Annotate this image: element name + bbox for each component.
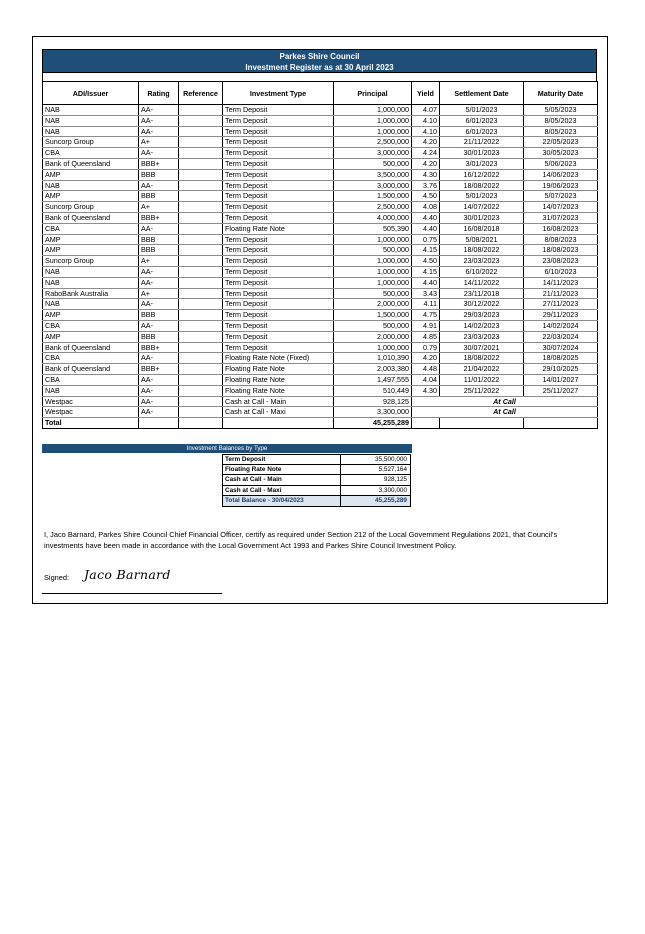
cell-settlement: 14/11/2022 (440, 277, 524, 288)
cell-rating: AA- (139, 299, 179, 310)
cell-principal: 500,000 (334, 288, 412, 299)
cell-principal: 928,125 (334, 396, 412, 407)
cell-rating: AA- (139, 223, 179, 234)
table-row (43, 158, 598, 169)
cell-maturity: 14/11/2023 (524, 277, 598, 288)
cell-principal: 3,000,000 (334, 180, 412, 191)
table-row (43, 331, 598, 342)
cell-maturity: 5/05/2023 (524, 105, 598, 116)
cell-settlement: 16/12/2022 (440, 169, 524, 180)
table-row (43, 353, 598, 364)
cell-issuer: Bank of Queensland (43, 342, 139, 353)
cell-rating: BBB+ (139, 158, 179, 169)
cell-type: Term Deposit (223, 202, 334, 213)
cell-type: Term Deposit (223, 169, 334, 180)
cell-issuer: CBA (43, 374, 139, 385)
table-row (43, 299, 598, 310)
cell-yield: 4.10 (412, 126, 440, 137)
table-row (43, 385, 598, 396)
table-row (43, 169, 598, 180)
cell-maturity: 22/05/2023 (524, 137, 598, 148)
cell-maturity: 30/05/2023 (524, 148, 598, 159)
cell-settlement: 6/01/2023 (440, 126, 524, 137)
cell-yield: 4.50 (412, 256, 440, 267)
cell-reference (179, 212, 223, 223)
cell-rating: AA- (139, 353, 179, 364)
cell-yield: 4.20 (412, 137, 440, 148)
cell-rating: A+ (139, 256, 179, 267)
cell-reference (179, 126, 223, 137)
cell-yield: 3.76 (412, 180, 440, 191)
cell-yield: 4.40 (412, 223, 440, 234)
balance-total-value: 45,255,289 (375, 497, 407, 504)
cell-issuer: NAB (43, 180, 139, 191)
cell-maturity: 25/11/2027 (524, 385, 598, 396)
cell-yield: 4.20 (412, 158, 440, 169)
cell-principal: 1,000,000 (334, 277, 412, 288)
cell-principal: 1,500,000 (334, 310, 412, 321)
cell-yield: 4.50 (412, 191, 440, 202)
cell-reference (179, 353, 223, 364)
cell-reference (179, 266, 223, 277)
cell-settlement: 18/08/2022 (440, 245, 524, 256)
cell-reference (179, 158, 223, 169)
cell-rating: AA- (139, 320, 179, 331)
cell-rating: BBB (139, 331, 179, 342)
cell-maturity: 14/06/2023 (524, 169, 598, 180)
cell-reference (179, 115, 223, 126)
balance-row (222, 475, 411, 486)
cell-reference (179, 407, 223, 418)
cell-issuer: AMP (43, 234, 139, 245)
cell-reference (179, 310, 223, 321)
cell-rating: AA- (139, 374, 179, 385)
cell-yield: 4.04 (412, 374, 440, 385)
table-row (43, 234, 598, 245)
cell-type: Term Deposit (223, 234, 334, 245)
cell-principal: 1,000,000 (334, 342, 412, 353)
table-row (43, 126, 598, 137)
balance-total-row (222, 496, 411, 507)
cell-type: Term Deposit (223, 115, 334, 126)
col-header-principal: Principal (334, 82, 412, 105)
cell-maturity: 5/07/2023 (524, 191, 598, 202)
cell-principal: 1,500,000 (334, 191, 412, 202)
total-row (43, 418, 598, 429)
cell-principal: 1,000,000 (334, 105, 412, 116)
cell-rating: AA- (139, 396, 179, 407)
cell-maturity: 23/08/2023 (524, 256, 598, 267)
cell-settlement: 18/08/2022 (440, 353, 524, 364)
cell-maturity: 21/11/2023 (524, 288, 598, 299)
cell-type: Term Deposit (223, 126, 334, 137)
cell-rating: AA- (139, 126, 179, 137)
cell-principal: 3,300,000 (334, 407, 412, 418)
cell-yield: 4.30 (412, 385, 440, 396)
cell-issuer: Bank of Queensland (43, 364, 139, 375)
cell-issuer: Bank of Queensland (43, 158, 139, 169)
cell-rating: BBB (139, 245, 179, 256)
col-header-reference: Reference (179, 82, 223, 105)
balance-value: 3,300,000 (378, 486, 407, 494)
cell-issuer: Bank of Queensland (43, 212, 139, 223)
spacer-row (42, 73, 597, 81)
cell-reference (179, 223, 223, 234)
cell-settlement: 29/03/2023 (440, 310, 524, 321)
cell-issuer: CBA (43, 320, 139, 331)
cell-yield: 0.75 (412, 234, 440, 245)
cell-reference (179, 234, 223, 245)
cell-settlement: 21/04/2022 (440, 364, 524, 375)
table-row (43, 342, 598, 353)
cell-principal: 500,000 (334, 158, 412, 169)
table-row (43, 277, 598, 288)
cell-reference (179, 331, 223, 342)
balance-row (222, 486, 411, 497)
cell-rating: AA- (139, 148, 179, 159)
cell-settlement: 30/07/2021 (440, 342, 524, 353)
cell-type: Term Deposit (223, 320, 334, 331)
table-row (43, 374, 598, 385)
cell-yield: 4.24 (412, 148, 440, 159)
cell-settlement: 6/01/2023 (440, 115, 524, 126)
cell-reference (179, 364, 223, 375)
cell-rating: AA- (139, 407, 179, 418)
cell-reference (179, 374, 223, 385)
cell-principal: 1,000,000 (334, 266, 412, 277)
table-row (43, 105, 598, 116)
cell-type: Floating Rate Note (223, 374, 334, 385)
cell-type: Term Deposit (223, 256, 334, 267)
cell-yield: 4.07 (412, 105, 440, 116)
cell-settlement: 16/08/2018 (440, 223, 524, 234)
cell-issuer: Suncorp Group (43, 256, 139, 267)
cell-maturity: 29/10/2025 (524, 364, 598, 375)
cell-type: Term Deposit (223, 245, 334, 256)
cell-principal: 4,000,000 (334, 212, 412, 223)
table-row (43, 223, 598, 234)
balances-title: Investment Balances by Type (42, 444, 412, 453)
cell-type: Term Deposit (223, 148, 334, 159)
cell-principal: 1,000,000 (334, 234, 412, 245)
cell-settlement: 30/01/2023 (440, 212, 524, 223)
cell-reference (179, 288, 223, 299)
signature-line (42, 593, 222, 594)
cell-yield: 4.15 (412, 245, 440, 256)
cell-settlement: 23/11/2018 (440, 288, 524, 299)
cell-type: Cash at Call - Main (223, 396, 334, 407)
cell-yield: 4.15 (412, 266, 440, 277)
certification-statement: I, Jaco Barnard, Parkes Shire Council Chief Financial Officer, certify as required under Section 212 of the Local Government Regulations 2021, that Council's investments have been made in accordance with the Local Government Act 1993 and Parkes Shire Council Investment Policy. (44, 530, 558, 550)
cell-maturity: 14/02/2024 (524, 320, 598, 331)
table-row (43, 212, 598, 223)
table-row (43, 320, 598, 331)
cell-type: Cash at Call - Maxi (223, 407, 334, 418)
col-header-maturity: Maturity Date (524, 82, 598, 105)
cell-maturity: 18/08/2023 (524, 245, 598, 256)
cell-settlement: 30/01/2023 (440, 148, 524, 159)
cell-at-call: At Call (412, 396, 598, 407)
cell-settlement: 3/01/2023 (440, 158, 524, 169)
cell-reference (179, 191, 223, 202)
cell-principal: 2,000,000 (334, 331, 412, 342)
cell-reference (179, 105, 223, 116)
cell-principal: 500,000 (334, 320, 412, 331)
cell-reference (179, 256, 223, 267)
cell-principal: 1,000,000 (334, 115, 412, 126)
table-row (43, 191, 598, 202)
cell-reference (179, 277, 223, 288)
cell-principal: 3,500,000 (334, 169, 412, 180)
investment-register-table (42, 81, 598, 429)
table-header-row (43, 82, 598, 105)
cell-issuer: NAB (43, 105, 139, 116)
cell-yield: 4.91 (412, 320, 440, 331)
cell-principal: 2,003,380 (334, 364, 412, 375)
cell-maturity: 19/06/2023 (524, 180, 598, 191)
cell-reference (179, 169, 223, 180)
cell-rating: BBB (139, 191, 179, 202)
balance-label: Cash at Call - Maxi (223, 486, 341, 496)
cell-issuer: Suncorp Group (43, 137, 139, 148)
cell-type: Term Deposit (223, 266, 334, 277)
cell-yield: 0.79 (412, 342, 440, 353)
cell-principal: 500,000 (334, 245, 412, 256)
cell-rating: AA- (139, 277, 179, 288)
cell-yield: 4.85 (412, 331, 440, 342)
cell-issuer: NAB (43, 277, 139, 288)
balance-label: Floating Rate Note (223, 465, 341, 475)
cell-type: Term Deposit (223, 105, 334, 116)
cell-type: Term Deposit (223, 212, 334, 223)
cell-rating: AA- (139, 105, 179, 116)
cell-maturity: 27/11/2023 (524, 299, 598, 310)
cell-type: Term Deposit (223, 137, 334, 148)
cell-type: Term Deposit (223, 331, 334, 342)
cell-principal: 1,010,390 (334, 353, 412, 364)
cell-issuer: Westpac (43, 396, 139, 407)
cell-issuer: NAB (43, 385, 139, 396)
cell-yield: 3.43 (412, 288, 440, 299)
cell-principal: 1,497,555 (334, 374, 412, 385)
cell-type: Term Deposit (223, 288, 334, 299)
cell-type: Term Deposit (223, 158, 334, 169)
cell-issuer: NAB (43, 266, 139, 277)
col-header-yield: Yield (412, 82, 440, 105)
cell-maturity: 29/11/2023 (524, 310, 598, 321)
cell-yield: 4.75 (412, 310, 440, 321)
investment-register-sheet (32, 36, 608, 604)
cell-settlement: 23/03/2023 (440, 256, 524, 267)
cell-rating: AA- (139, 266, 179, 277)
cell-principal: 1,000,000 (334, 256, 412, 267)
col-header-type: Investment Type (223, 82, 334, 105)
cell-settlement: 18/08/2022 (440, 180, 524, 191)
cell-maturity: 31/07/2023 (524, 212, 598, 223)
cell-issuer: AMP (43, 245, 139, 256)
cell-settlement: 6/10/2022 (440, 266, 524, 277)
cell-settlement: 25/11/2022 (440, 385, 524, 396)
signature: Jaco Barnard (84, 567, 171, 582)
cell-maturity: 14/07/2023 (524, 202, 598, 213)
cell-reference (179, 137, 223, 148)
cell-rating: BBB+ (139, 364, 179, 375)
cell-yield: 4.10 (412, 115, 440, 126)
cell-reference (179, 342, 223, 353)
cell-maturity: 22/03/2024 (524, 331, 598, 342)
cell-settlement: 11/01/2022 (440, 374, 524, 385)
register-subtitle: Investment Register as at 30 April 2023 (245, 63, 394, 72)
cell-rating: BBB+ (139, 212, 179, 223)
signed-label: Signed: (44, 573, 70, 582)
table-row (43, 256, 598, 267)
cell-principal: 2,000,000 (334, 299, 412, 310)
cell-settlement: 21/11/2022 (440, 137, 524, 148)
cell-issuer: AMP (43, 310, 139, 321)
cell-settlement: 14/07/2022 (440, 202, 524, 213)
table-row (43, 137, 598, 148)
cell-type: Floating Rate Note (223, 223, 334, 234)
cell-rating: A+ (139, 137, 179, 148)
balances-by-type (222, 454, 411, 507)
balance-row (222, 465, 411, 476)
cell-settlement: 5/08/2021 (440, 234, 524, 245)
cell-reference (179, 396, 223, 407)
cell-type: Term Deposit (223, 180, 334, 191)
col-header-issuer: ADI/Issuer (43, 82, 139, 105)
table-row (43, 364, 598, 375)
cell-principal: 3,000,000 (334, 148, 412, 159)
col-header-settlement: Settlement Date (440, 82, 524, 105)
cell-rating: BBB (139, 310, 179, 321)
cell-type: Floating Rate Note (223, 364, 334, 375)
table-row (43, 202, 598, 213)
balance-value: 35,500,000 (375, 456, 407, 463)
cell-yield: 4.20 (412, 353, 440, 364)
council-name: Parkes Shire Council (279, 52, 360, 61)
cell-issuer: CBA (43, 223, 139, 234)
cell-rating: BBB (139, 234, 179, 245)
cell-maturity: 6/10/2023 (524, 266, 598, 277)
cell-maturity: 8/05/2023 (524, 126, 598, 137)
cell-issuer: AMP (43, 191, 139, 202)
cell-issuer: CBA (43, 353, 139, 364)
cell-rating: A+ (139, 202, 179, 213)
cell-type: Term Deposit (223, 342, 334, 353)
table-row (43, 148, 598, 159)
cell-reference (179, 202, 223, 213)
cell-settlement: 5/01/2023 (440, 105, 524, 116)
cell-rating: AA- (139, 115, 179, 126)
cell-reference (179, 385, 223, 396)
table-row (43, 396, 598, 407)
cell-issuer: Westpac (43, 407, 139, 418)
cell-maturity: 18/08/2025 (524, 353, 598, 364)
cell-yield: 4.11 (412, 299, 440, 310)
table-row (43, 266, 598, 277)
total-principal: 45,255,289 (334, 418, 412, 429)
table-row (43, 180, 598, 191)
balance-value: 5,527,164 (378, 465, 407, 473)
cell-principal: 1,000,000 (334, 126, 412, 137)
table-row (43, 245, 598, 256)
cell-maturity: 30/07/2024 (524, 342, 598, 353)
cell-at-call: At Call (412, 407, 598, 418)
cell-settlement: 30/12/2022 (440, 299, 524, 310)
table-row (43, 407, 598, 418)
cell-issuer: AMP (43, 169, 139, 180)
cell-type: Floating Rate Note (223, 385, 334, 396)
table-row (43, 310, 598, 321)
cell-principal: 2,500,000 (334, 137, 412, 148)
cell-rating: A+ (139, 288, 179, 299)
cell-reference (179, 299, 223, 310)
cell-type: Term Deposit (223, 310, 334, 321)
cell-settlement: 5/01/2023 (440, 191, 524, 202)
register-rows (43, 105, 598, 418)
cell-yield: 4.40 (412, 277, 440, 288)
cell-maturity: 5/06/2023 (524, 158, 598, 169)
cell-reference (179, 320, 223, 331)
total-label: Total (43, 418, 139, 429)
cell-type: Term Deposit (223, 277, 334, 288)
cell-issuer: Suncorp Group (43, 202, 139, 213)
cell-principal: 510,449 (334, 385, 412, 396)
cell-maturity: 14/01/2027 (524, 374, 598, 385)
cell-type: Floating Rate Note (Fixed) (223, 353, 334, 364)
table-row (43, 115, 598, 126)
register-title-block (42, 49, 597, 73)
col-header-rating: Rating (139, 82, 179, 105)
cell-yield: 4.48 (412, 364, 440, 375)
balance-row (222, 454, 411, 465)
table-row (43, 288, 598, 299)
cell-rating: BBB+ (139, 342, 179, 353)
cell-issuer: NAB (43, 115, 139, 126)
cell-issuer: NAB (43, 299, 139, 310)
cell-type: Term Deposit (223, 299, 334, 310)
cell-maturity: 8/05/2023 (524, 115, 598, 126)
cell-type: Term Deposit (223, 191, 334, 202)
cell-issuer: CBA (43, 148, 139, 159)
cell-issuer: RaboBank Australia (43, 288, 139, 299)
balances-header-bar (42, 444, 412, 453)
balance-value: 928,125 (383, 476, 407, 483)
cell-rating: BBB (139, 169, 179, 180)
cell-issuer: NAB (43, 126, 139, 137)
cell-reference (179, 180, 223, 191)
cell-rating: AA- (139, 385, 179, 396)
cell-settlement: 23/03/2023 (440, 331, 524, 342)
cell-principal: 2,500,000 (334, 202, 412, 213)
cell-rating: AA- (139, 180, 179, 191)
balance-total-label: Total Balance - 30/04/2023 (223, 496, 341, 506)
cell-yield: 4.40 (412, 212, 440, 223)
balance-label: Term Deposit (223, 455, 341, 464)
cell-maturity: 16/08/2023 (524, 223, 598, 234)
cell-reference (179, 245, 223, 256)
cell-reference (179, 148, 223, 159)
cell-yield: 4.08 (412, 202, 440, 213)
cell-maturity: 8/08/2023 (524, 234, 598, 245)
balance-label: Cash at Call - Main (223, 475, 341, 485)
cell-principal: 505,390 (334, 223, 412, 234)
cell-issuer: AMP (43, 331, 139, 342)
cell-yield: 4.30 (412, 169, 440, 180)
cell-settlement: 14/02/2023 (440, 320, 524, 331)
